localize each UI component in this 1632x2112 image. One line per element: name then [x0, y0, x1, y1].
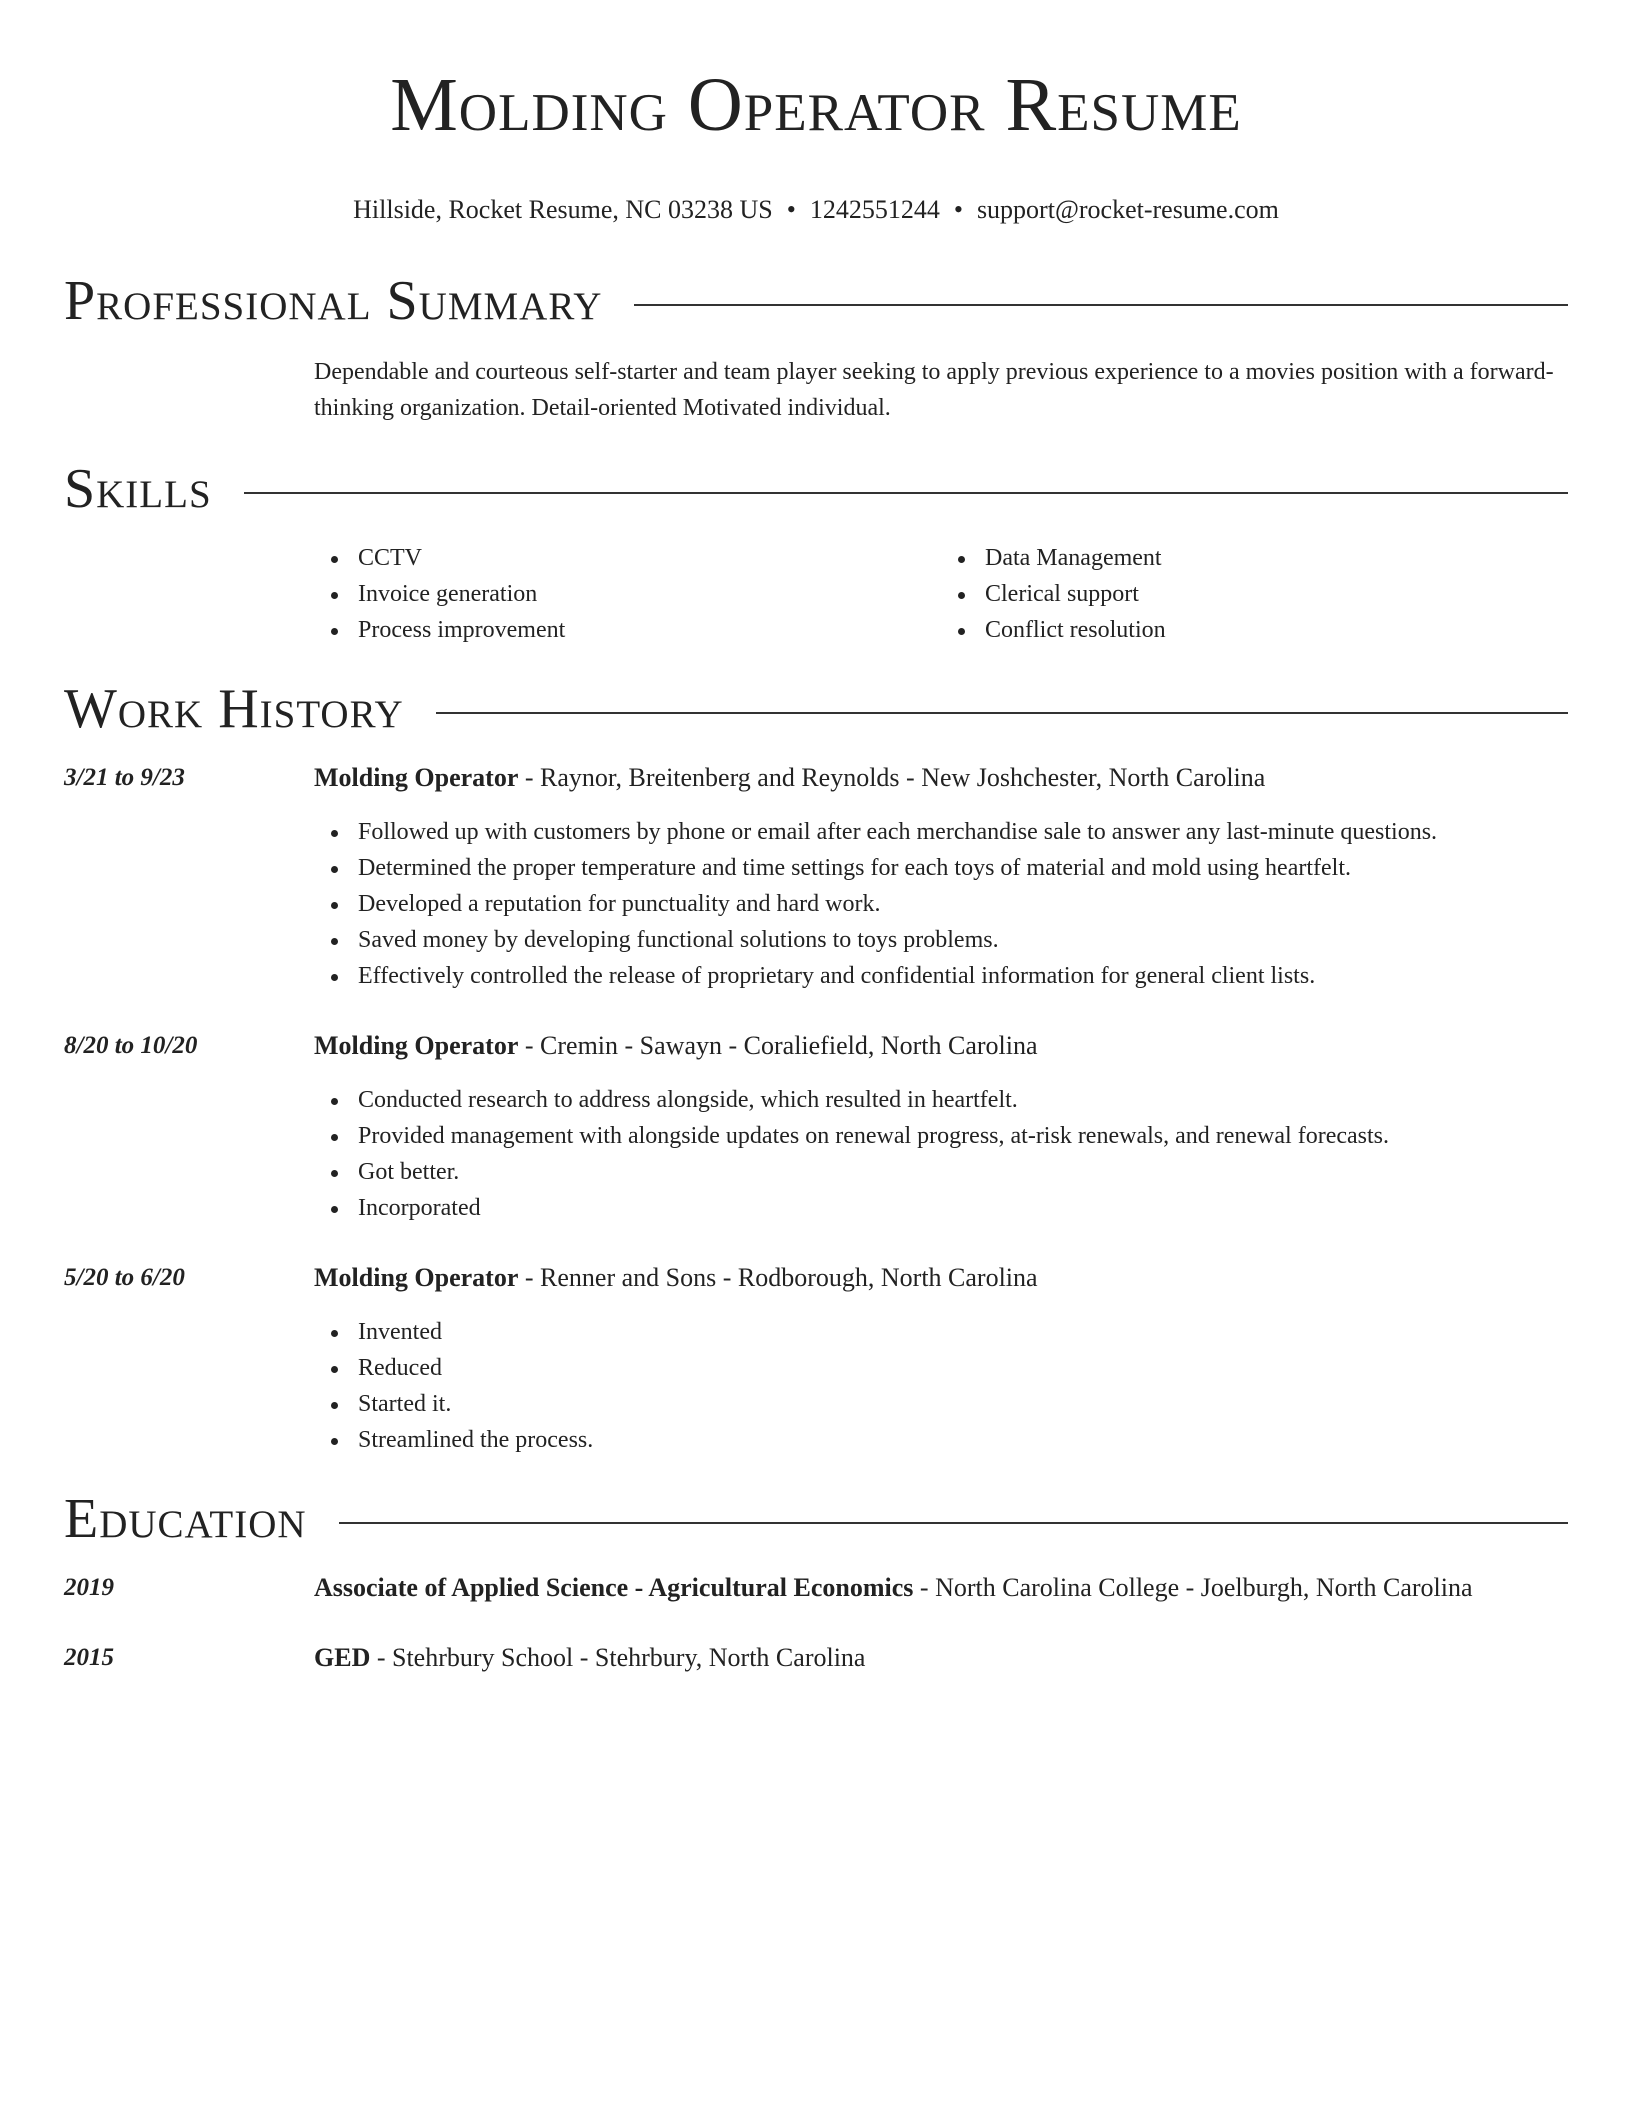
skill-item: Data Management — [985, 540, 1568, 576]
job-entry — [64, 1260, 1568, 1458]
work-history-section — [64, 674, 1568, 1458]
job-bullet: Followed up with customers by phone or email after each merchandise sale to answer any last-minute questions. — [358, 814, 1568, 850]
job-body — [314, 1260, 1568, 1458]
education-degree: GED — [314, 1643, 371, 1672]
job-body — [314, 760, 1568, 994]
job-bullets — [314, 1314, 1568, 1458]
job-dates: 5/20 to 6/20 — [64, 1264, 185, 1291]
job-entry — [64, 760, 1568, 994]
job-title: Molding Operator — [314, 1263, 519, 1292]
job-bullet: Got better. — [358, 1154, 1568, 1190]
job-employer: - Cremin - Sawayn - Coraliefield, North Carolina — [518, 1031, 1038, 1060]
education-degree: Associate of Applied Science - Agricultural Economics — [314, 1573, 914, 1602]
job-bullet: Provided management with alongside updates on renewal progress, at-risk renewals, and renewal forecasts. — [358, 1118, 1568, 1154]
skill-item: Invoice generation — [358, 576, 941, 612]
job-title: Molding Operator — [314, 763, 519, 792]
education-entry — [64, 1570, 1568, 1606]
skills-header — [64, 454, 1568, 524]
job-title: Molding Operator — [314, 1031, 519, 1060]
section-divider — [436, 712, 1568, 714]
contact-phone: 1242551244 — [809, 195, 940, 224]
job-bullet: Started it. — [358, 1386, 1568, 1422]
job-bullet: Conducted research to address alongside, which resulted in heartfelt. — [358, 1082, 1568, 1118]
skills-list-right — [941, 540, 1568, 648]
job-bullet: Determined the proper temperature and time settings for each toys of material and mold using heartfelt. — [358, 850, 1568, 886]
job-bullets — [314, 814, 1568, 994]
section-title-work-history: Work History — [64, 678, 404, 740]
contact-separator: • — [953, 195, 963, 224]
skill-item: Conflict resolution — [985, 612, 1568, 648]
job-body — [314, 1028, 1568, 1226]
work-history-header — [64, 674, 1568, 744]
skill-item: Clerical support — [985, 576, 1568, 612]
job-employer: - Renner and Sons - Rodborough, North Carolina — [518, 1263, 1038, 1292]
job-dates: 8/20 to 10/20 — [64, 1032, 198, 1059]
education-heading — [314, 1570, 1568, 1606]
summary-header — [64, 266, 1568, 336]
skill-item: CCTV — [358, 540, 941, 576]
education-school: - Stehrbury School - Stehrbury, North Carolina — [370, 1643, 866, 1672]
job-bullet: Invented — [358, 1314, 1568, 1350]
section-divider — [634, 304, 1568, 306]
education-year: 2015 — [64, 1644, 114, 1671]
job-employer: - Raynor, Breitenberg and Reynolds - New Joshchester, North Carolina — [518, 763, 1266, 792]
job-heading — [314, 1028, 1568, 1064]
section-title-summary: Professional Summary — [64, 270, 603, 332]
skills-section — [64, 454, 1568, 648]
skills-list-left — [314, 540, 941, 648]
job-bullets — [314, 1082, 1568, 1226]
job-bullet: Reduced — [358, 1350, 1568, 1386]
job-entry — [64, 1028, 1568, 1226]
section-divider — [339, 1522, 1568, 1524]
education-school: - North Carolina College - Joelburgh, North Carolina — [913, 1573, 1473, 1602]
job-bullet: Effectively controlled the release of proprietary and confidential information for general client lists. — [358, 958, 1568, 994]
job-bullet: Incorporated — [358, 1190, 1568, 1226]
contact-line — [64, 194, 1568, 226]
summary-section — [64, 266, 1568, 426]
job-dates: 3/21 to 9/23 — [64, 764, 185, 791]
education-section — [64, 1484, 1568, 1676]
skills-columns — [314, 540, 1568, 648]
summary-text: Dependable and courteous self-starter and team player seeking to apply previous experience to a movies position with a forward-thinking organization. Detail-oriented Motivated individual. — [314, 359, 1554, 421]
contact-address: Hillside, Rocket Resume, NC 03238 US — [353, 195, 773, 224]
job-heading — [314, 760, 1568, 796]
job-bullet: Developed a reputation for punctuality and hard work. — [358, 886, 1568, 922]
education-header — [64, 1484, 1568, 1554]
resume-title: Molding Operator Resume — [390, 63, 1242, 147]
education-entry — [64, 1640, 1568, 1676]
contact-separator: • — [786, 195, 796, 224]
contact-email: support@rocket-resume.com — [976, 195, 1279, 224]
job-bullet: Streamlined the process. — [358, 1422, 1568, 1458]
education-year: 2019 — [64, 1574, 114, 1601]
section-title-education: Education — [64, 1488, 307, 1550]
job-bullet: Saved money by developing functional solutions to toys problems. — [358, 922, 1568, 958]
section-title-skills: Skills — [64, 458, 212, 520]
job-heading — [314, 1260, 1568, 1296]
education-heading — [314, 1640, 1568, 1676]
skill-item: Process improvement — [358, 612, 941, 648]
section-divider — [244, 492, 1568, 494]
